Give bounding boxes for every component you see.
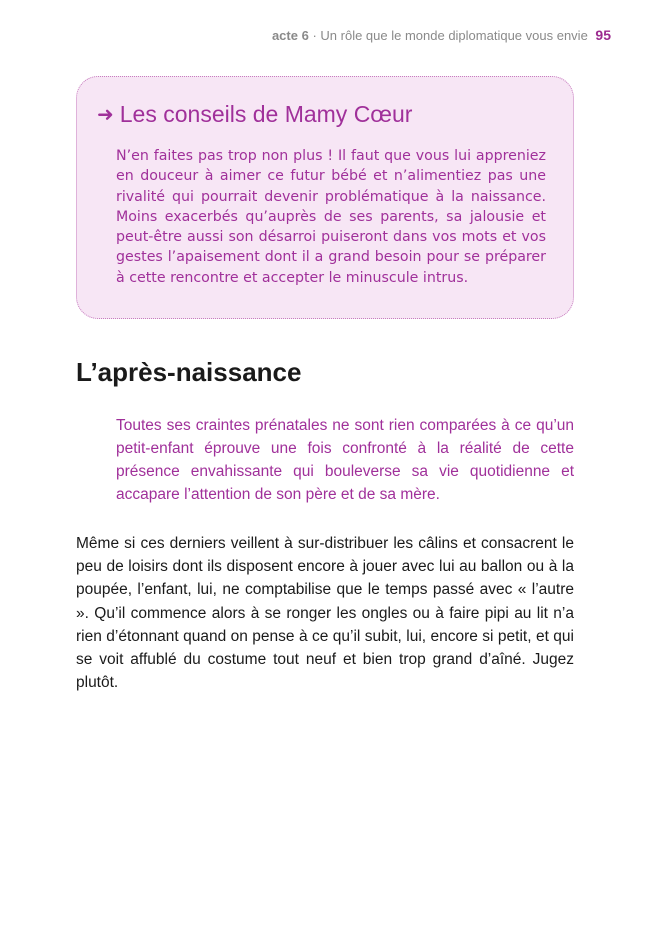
section-lead: Toutes ses craintes prénatales ne sont rien comparées à ce qu’un petit-enfant éprouve une fois confronté à la réalité de cette présence envahissante qui bouleverse sa vie quotidienne et accapare l’attention de son père et de sa mère.	[116, 417, 574, 503]
running-head-separator: ·	[312, 28, 317, 43]
running-head-act: acte 6	[271, 28, 309, 43]
tip-box	[76, 76, 574, 319]
running-head	[272, 27, 611, 43]
tip-box-title-text: Les conseils de Mamy Cœur	[119, 101, 413, 127]
tip-box-text: N’en faites pas trop non plus ! Il faut que vous lui appreniez en douceur à aimer ce futur bébé et n’alimentiez pas une rivalité qui pourrait devenir problématique à la naissance. Moins exacerbés qu’auprès de ses parents, sa jalousie et peut-être aussi son désarroi puiseront dans vos mots et vos gestes l’apaisement dont il a grand besoin pour se préparer à cette rencontre et accepter le minuscule intrus.	[116, 148, 546, 286]
running-head-chapter-title: Un rôle que le monde diplomatique vous envie	[320, 28, 588, 43]
section-title: L’après-naissance	[76, 357, 302, 387]
body-paragraph: Même si ces derniers veillent à sur-distribuer les câlins et consacrent le peu de loisirs dont ils disposent encore à jouer avec lui au ballon ou à la poupée, l’enfant, lui, ne comptabilise que le temps passé avec « l’autre ». Qu’il commence alors à se ronger les ongles ou à faire pipi au lit n’a rien d’étonnant quand on pense à ce qu’il subit, lui, encore si petit, et qui se voit affublé du costume tout neuf et bien trop grand d’aîné. Jugez plutôt.	[76, 535, 574, 692]
page-number: 95	[595, 27, 611, 43]
tip-box-title	[97, 101, 412, 128]
arrow-right-icon: ➜	[97, 104, 114, 126]
